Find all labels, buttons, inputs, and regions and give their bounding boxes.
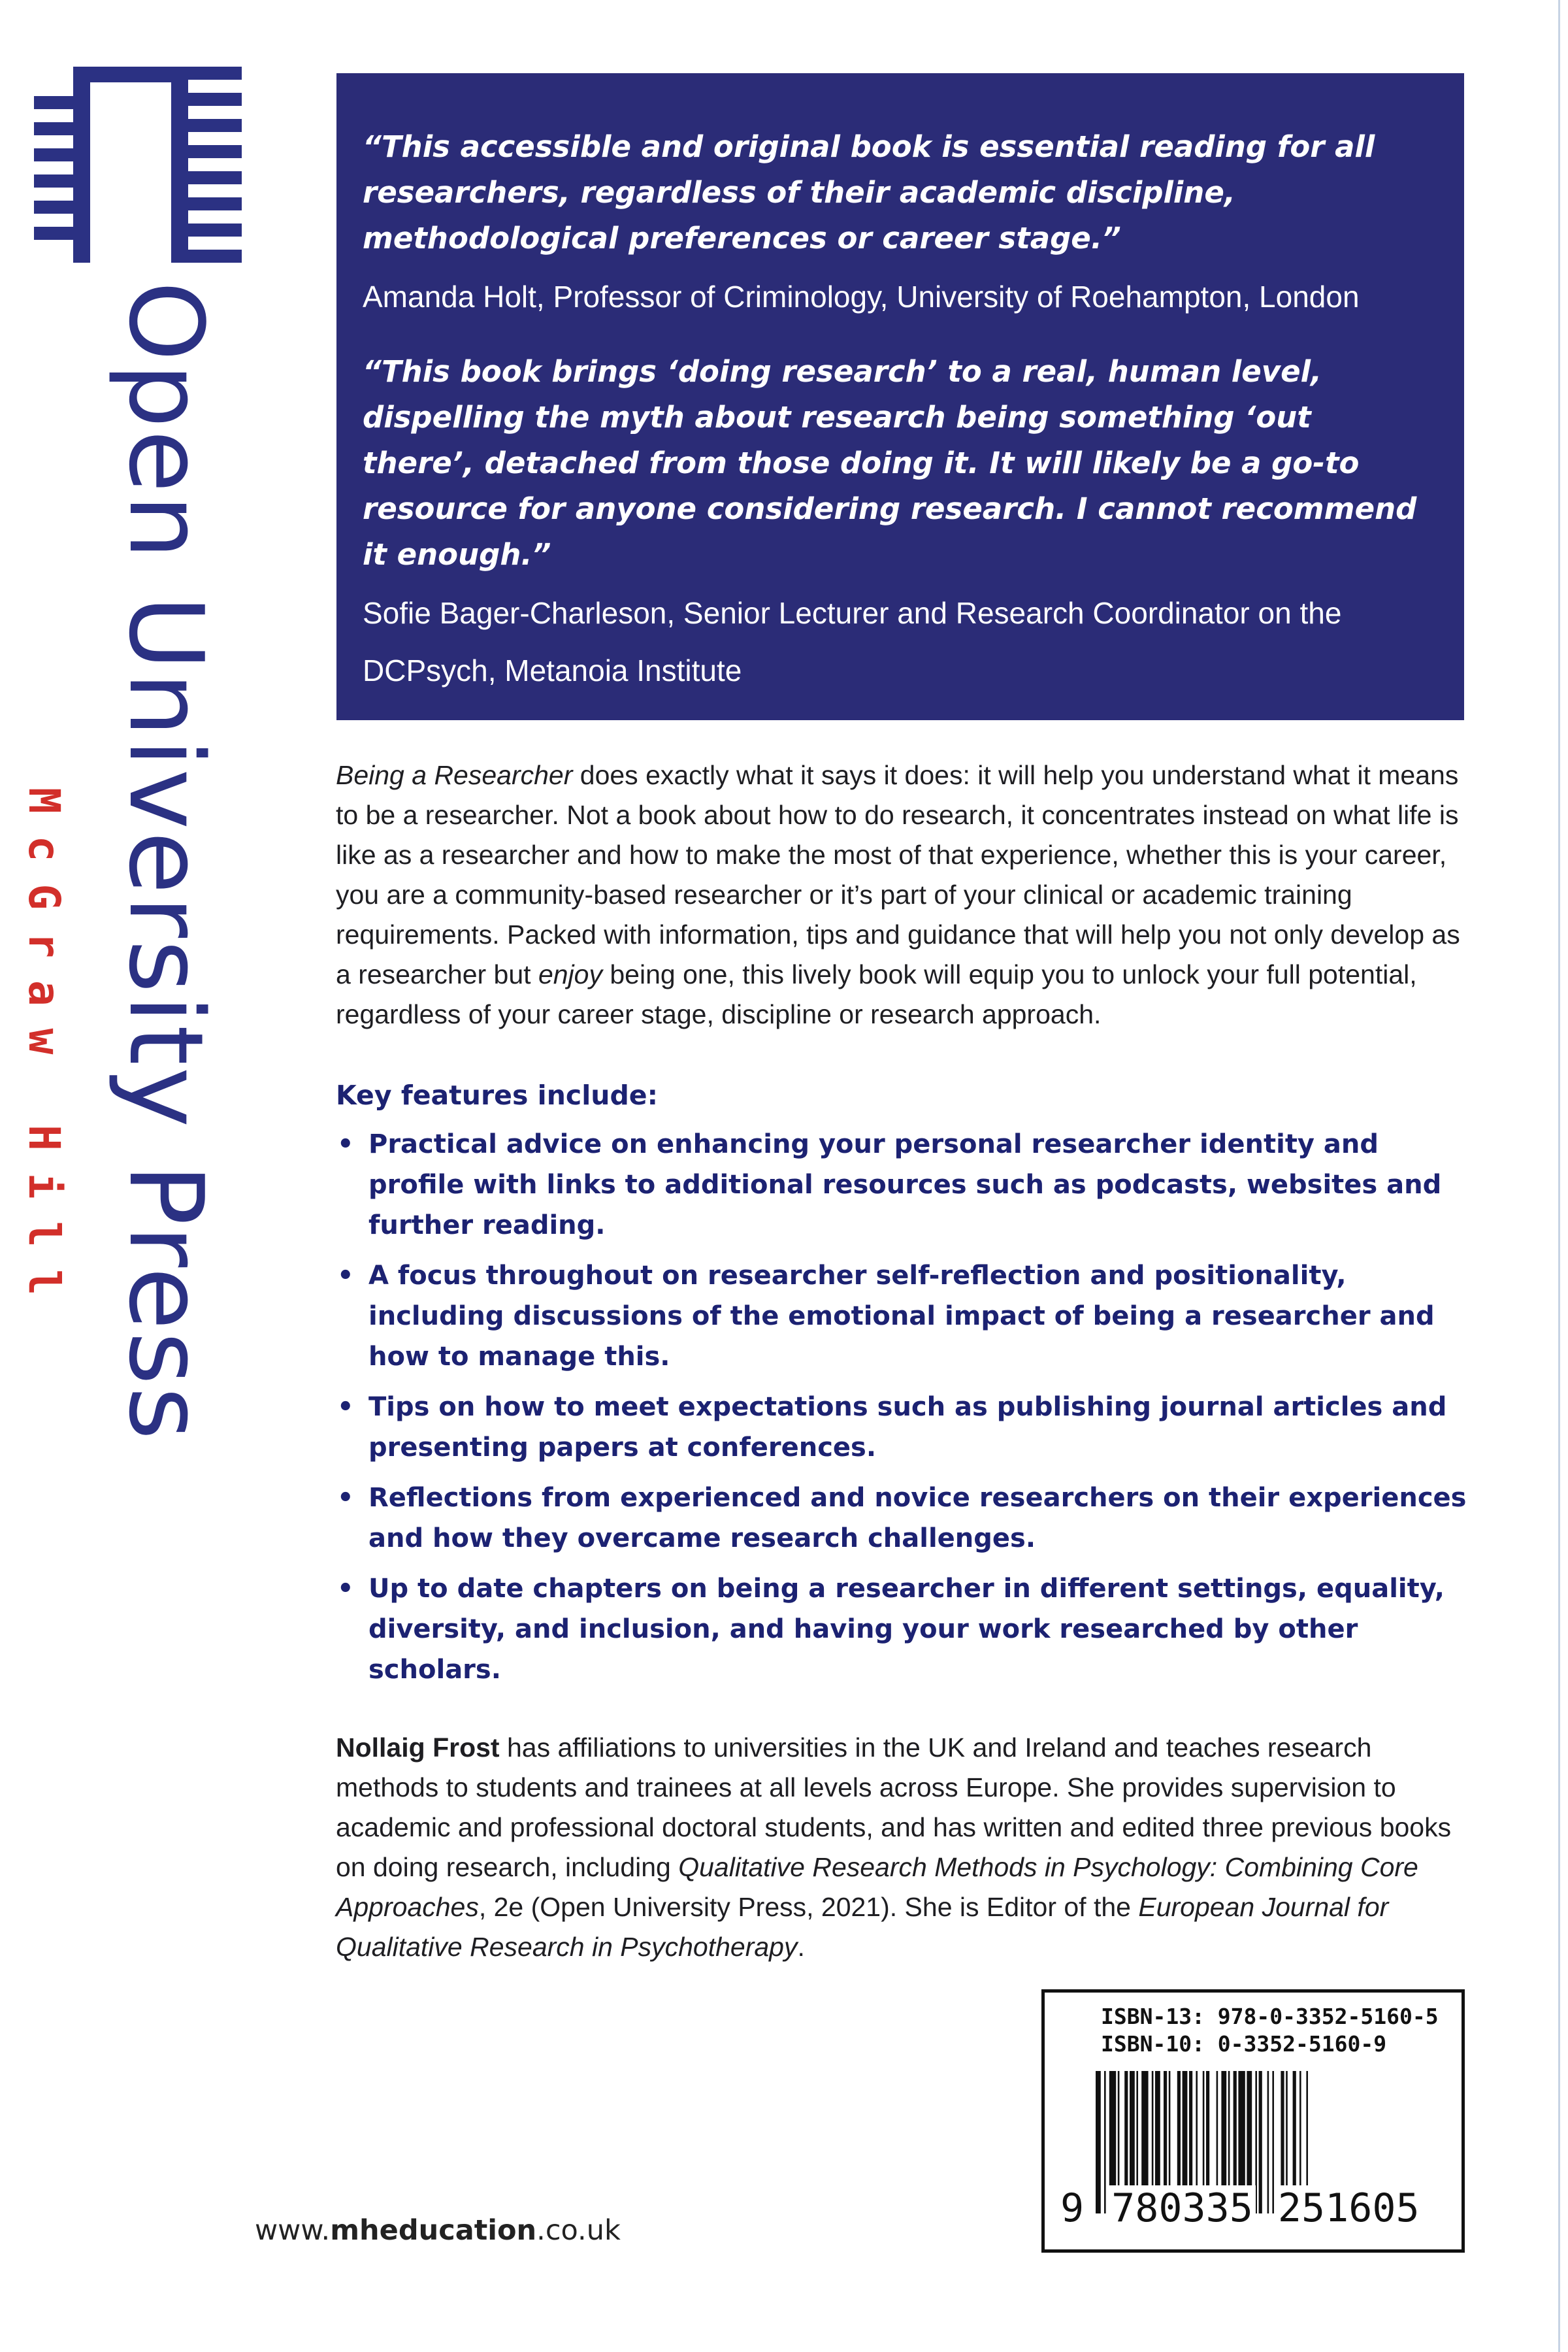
isbn-barcode <box>1041 1989 1465 2253</box>
list-item: • Up to date chapters on being a researcher in different settings, equality, diversity, and inclusion, and having your work researched by other scholars. <box>333 1568 1470 1690</box>
publisher-parent-name: McGraw Hill <box>19 787 69 1318</box>
open-university-press-logo-icon <box>34 67 242 263</box>
list-item: • Reflections from experienced and novice researchers on their experiences and how they overcame research challenges. <box>333 1478 1470 1559</box>
page-edge-divider <box>1558 0 1560 2352</box>
endorsement-attribution: Sofie Bager-Charleson, Senior Lecturer and Research Coordinator on the DCPsych, Metanoia Institute <box>363 596 1342 687</box>
book-title: Being a Researcher <box>336 760 573 790</box>
book-description: Being a Researcher does exactly what it says it does: it will help you understand what it means to be a researcher. Not a book about how to do research, it concentrates instead on what life is like as a researcher and how to make the most of that experience, whether this is your career, you are a community-based researcher or it’s part of your clinical or academic training requirements. Packed with information, tips and guidance that will help you not only develop as a researcher but enjoy being one, this lively book will equip you to unlock your full potential, regardless of your career stage, discipline or research approach. <box>336 760 1460 1029</box>
endorsements-panel <box>336 73 1464 720</box>
endorsement-quote: “This book brings ‘doing research’ to a real, human level, dispelling the myth about research being something ‘out there’, detached from those doing it. It will likely be a go-to resource for anyone considering research. I cannot recommend it enough.” <box>363 354 1417 572</box>
bullet-icon: • <box>337 1129 354 1159</box>
author-name: Nollaig Frost <box>336 1732 500 1763</box>
isbn-10: ISBN-10: 0-3352-5160-9 <box>1101 2031 1387 2057</box>
endorsement-quote: “This accessible and original book is essential reading for all researchers, regardless of their academic discipline, methodological preferences or career stage.” <box>363 129 1375 256</box>
author-bio: Nollaig Frost has affiliations to universities in the UK and Ireland and teaches research methods to students and trainees at all levels across Europe. She provides supervision to academic and professional doctoral students, and has written and edited three previous books on doing research, including Qualitative Research Methods in Psychology: Combining Core Approaches, 2e (Open University Press, 2021). She is Editor of the European Journal for Qualitative Research in Psychotherapy. <box>336 1732 1452 1962</box>
bullet-icon: • <box>337 1483 354 1513</box>
list-item: • Tips on how to meet expectations such as publishing journal articles and presenting papers at conferences. <box>333 1387 1470 1468</box>
publisher-website: www.mheducation.co.uk <box>255 2214 621 2247</box>
bullet-icon: • <box>337 1261 354 1291</box>
publisher-name: Open University Press <box>106 281 225 1442</box>
key-features-heading: Key features include: <box>336 1080 659 1111</box>
list-item: • Practical advice on enhancing your personal researcher identity and profile with links to additional resources such as podcasts, websites and further reading. <box>333 1124 1470 1246</box>
key-features-list <box>333 1124 1470 1700</box>
list-item: • A focus throughout on researcher self-reflection and positionality, including discussions of the emotional impact of being a researcher and how to manage this. <box>333 1255 1470 1377</box>
isbn-13: ISBN-13: 978-0-3352-5160-5 <box>1101 2004 1439 2029</box>
bullet-icon: • <box>337 1574 354 1604</box>
endorsement-attribution: Amanda Holt, Professor of Criminology, University of Roehampton, London <box>363 280 1360 314</box>
bullet-icon: • <box>337 1392 354 1422</box>
barcode-digits: 9 780335 251605 <box>1058 2189 1422 2228</box>
